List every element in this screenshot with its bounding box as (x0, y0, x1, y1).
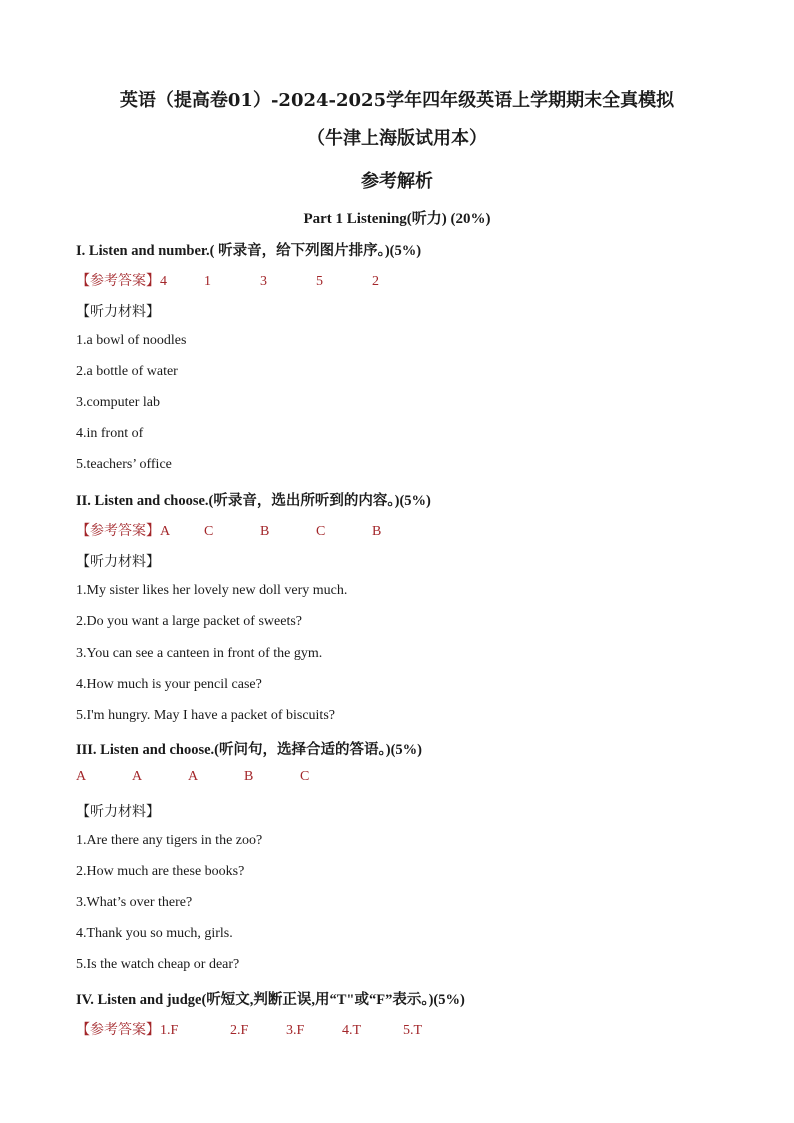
material-item: 3.You can see a canteen in front of the gym. (76, 646, 323, 661)
answer-item: C (316, 524, 326, 539)
material-item: 3.computer lab (76, 395, 160, 410)
answer-item: 5 (316, 274, 323, 289)
answer-item: 4 (160, 274, 167, 289)
answer-label: 【参考答案】 (76, 274, 160, 289)
document-heading: 参考解析 (361, 171, 433, 192)
material-label: 【听力材料】 (76, 805, 160, 820)
answer-item: C (204, 524, 214, 539)
answer-item: A (132, 769, 143, 784)
document-subtitle: （牛津上海版试用本） (307, 128, 487, 149)
section-3-answer-row (76, 769, 309, 785)
answer-item: A (188, 769, 199, 784)
material-item: 1.My sister likes her lovely new doll very much. (76, 583, 348, 598)
answer-label: 【参考答案】 (76, 524, 160, 539)
material-item: 5.Is the watch cheap or dear? (76, 957, 240, 972)
document-title: 英语（提高卷01）-2024-2025学年四年级英语上学期期末全真模拟 (119, 90, 675, 111)
answer-item: 3.F (286, 1023, 305, 1038)
section-2-answer-row (76, 520, 381, 540)
material-item: 1.a bowl of noodles (76, 333, 187, 348)
section-3-heading: III. Listen and choose.(听问句，选择合适的答语。)(5%) (76, 742, 422, 758)
answer-item: 5.T (403, 1023, 423, 1038)
material-label: 【听力材料】 (76, 305, 160, 320)
answer-item: B (244, 769, 254, 784)
answer-item: B (260, 524, 270, 539)
answer-item: 2.F (230, 1023, 249, 1038)
material-item: 4.Thank you so much, girls. (76, 926, 233, 941)
material-item: 4.How much is your pencil case? (76, 677, 262, 692)
answer-item: 1.F (160, 1023, 179, 1038)
material-label: 【听力材料】 (76, 555, 160, 570)
section-1-heading: I. Listen and number.( 听录音，给下列图片排序。)(5%) (76, 243, 422, 259)
answer-item: A (160, 524, 171, 539)
answer-item: 3 (260, 274, 267, 289)
material-item: 5.I'm hungry. May I have a packet of biscuits? (76, 708, 335, 723)
answer-label: 【参考答案】 (76, 1023, 160, 1038)
material-item: 2.a bottle of water (76, 364, 178, 379)
section-2-heading: II. Listen and choose.(听录音，选出所听到的内容。)(5%) (76, 493, 431, 509)
section-1-answer-row (76, 270, 379, 290)
answer-item: 2 (372, 274, 379, 289)
answer-item: C (300, 769, 310, 784)
answer-item: A (76, 769, 87, 784)
section-4-heading: IV. Listen and judge(听短文,判断正误,用“T"或“F”表示。)(5%) (76, 992, 465, 1008)
part-heading: Part 1 Listening(听力) (20%) (303, 211, 491, 227)
material-item: 2.Do you want a large packet of sweets? (76, 614, 302, 629)
answer-item: B (372, 524, 382, 539)
material-item: 5.teachers’ office (76, 457, 172, 472)
section-4-answer-row (76, 1019, 422, 1039)
answer-item: 1 (204, 274, 211, 289)
material-item: 2.How much are these books? (76, 864, 245, 879)
answer-item: 4.T (342, 1023, 362, 1038)
material-item: 1.Are there any tigers in the zoo? (76, 833, 263, 848)
material-item: 4.in front of (76, 426, 144, 441)
material-item: 3.What’s over there? (76, 895, 193, 910)
